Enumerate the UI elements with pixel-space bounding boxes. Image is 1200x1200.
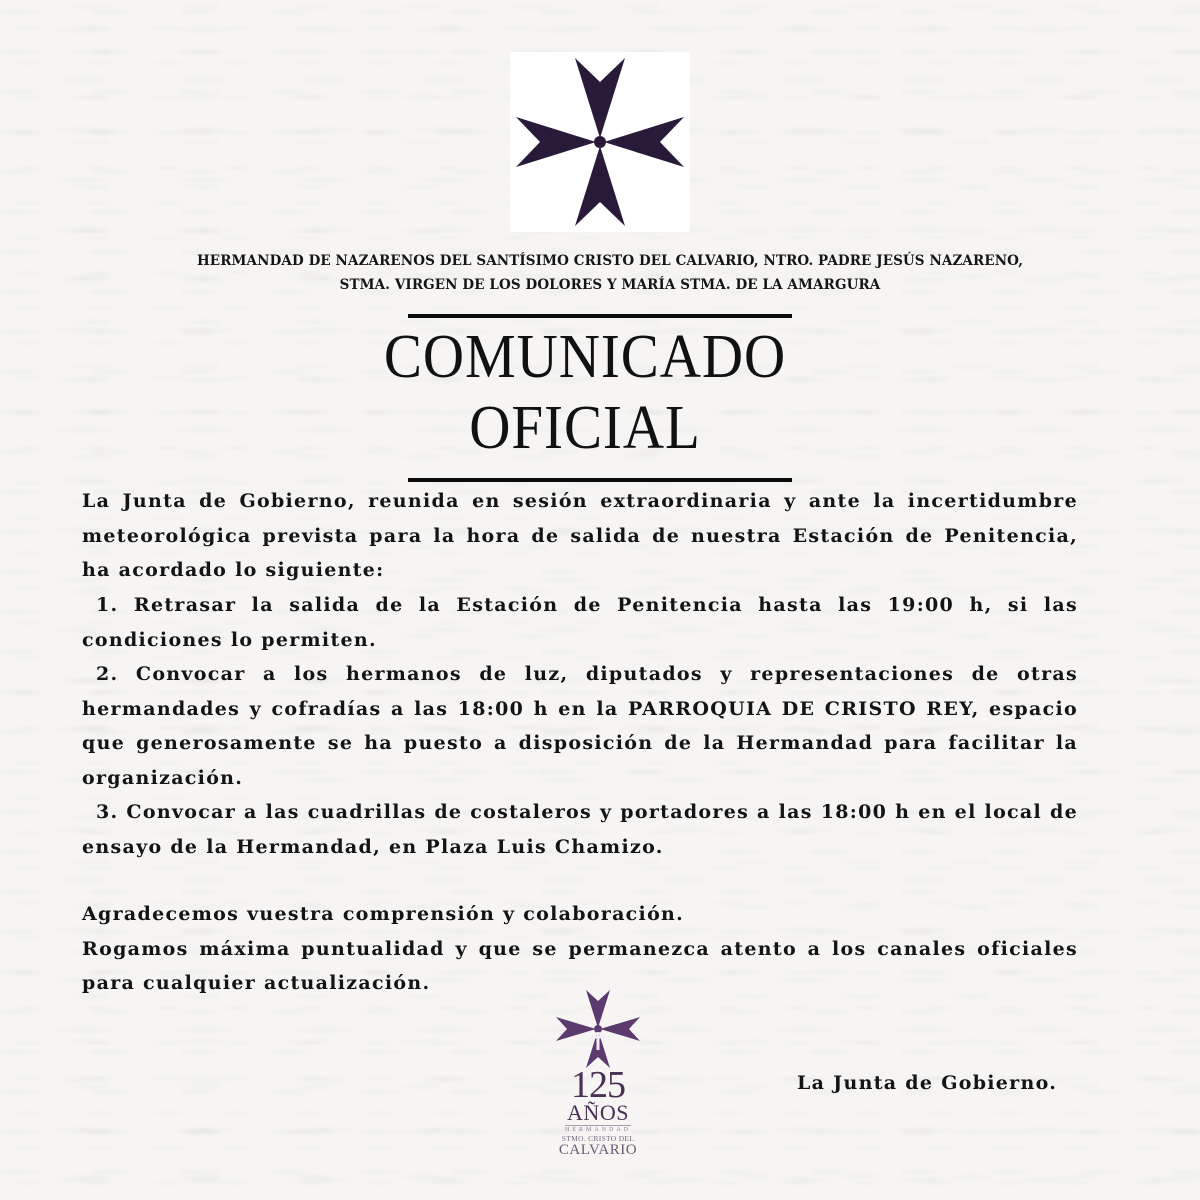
title-bottom-divider — [408, 478, 792, 482]
list-item — [82, 657, 1078, 795]
list-item-number: 2. — [96, 663, 119, 685]
list-item — [82, 588, 1078, 657]
signature: La Junta de Gobierno. — [797, 1072, 1058, 1094]
resolutions-list — [82, 588, 1078, 864]
title-top-divider — [408, 314, 792, 318]
anniversary-subtitle: HERMANDAD — [565, 1127, 631, 1133]
anniversary-name: CALVARIO — [558, 1142, 638, 1158]
anniversary-number: 125 — [571, 1064, 625, 1106]
closing-paragraph — [82, 897, 1078, 1001]
organization-name-line-1: HERMANDAD DE NAZARENOS DEL SANTÍSIMO CRISTO DEL CALVARIO, NTRO. PADRE JESÚS NAZARENO, — [196, 253, 1024, 269]
list-item — [82, 795, 1078, 864]
anniversary-logo — [548, 988, 648, 1168]
list-item-number: 1. — [96, 594, 119, 616]
anniversary-years: AÑOS — [567, 1100, 629, 1125]
closing-request: Rogamos máxima puntualidad y que se permanezca atento a los canales oficiales para cualquier actualización. — [82, 937, 1078, 994]
page-title: COMUNICADO OFICIAL — [383, 323, 787, 462]
organization-name-line-2: STMA. VIRGEN DE LOS DOLORES Y MARÍA STMA. DE LA AMARGURA — [339, 277, 881, 293]
anniversary-subtitle-2: STMO. CRISTO DEL — [561, 1134, 635, 1143]
list-item-text: Convocar a los hermanos de luz, diputados y representaciones de otras hermandades y cofradías a las 18:00 h en la PARROQUIA DE CRISTO REY, espacio que generosamente se ha puesto a disposición de la Hermandad para facilitar la organización. — [82, 663, 1078, 789]
list-item-number: 3. — [96, 801, 119, 823]
maltese-cross-crucifix-icon — [553, 988, 643, 1070]
maltese-cross-icon — [510, 52, 690, 232]
list-item-text: Convocar a las cuadrillas de costaleros y portadores a las 18:00 h en el local de ensayo de la Hermandad, en Plaza Luis Chamizo. — [82, 801, 1078, 858]
closing-thanks: Agradecemos vuestra comprensión y colaboración. — [82, 903, 685, 925]
intro-paragraph — [82, 484, 1078, 588]
intro-text: La Junta de Gobierno, reunida en sesión extraordinaria y ante la incertidumbre meteorológica prevista para la hora de salida de nuestra Estación de Penitencia, ha acordado lo siguiente: — [82, 490, 1078, 581]
list-item-text: Retrasar la salida de la Estación de Penitencia hasta las 19:00 h, si las condiciones lo permiten. — [82, 594, 1078, 651]
